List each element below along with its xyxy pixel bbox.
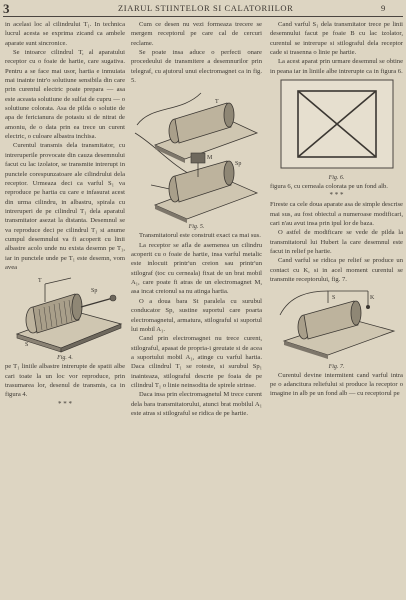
figure-caption: Fig. 5. [188,224,205,231]
figure-4 [5,272,125,362]
svg-text:K: K [370,294,375,301]
figure-7 [270,285,403,371]
paragraph: pe T₁ liniile albastre intrerupte de spatii albe cari toate la un loc vor reproduce, prin trasumarea lor, desenul de transmis, ca in figura 4. [5,363,125,399]
paragraph: Cand varful se ridica pe relief se produce un contact cu K, si in acel moment curentul se transmite receptorului, fig. 7. [270,257,403,284]
column-1 [5,20,125,596]
section-separator: * * * [58,399,72,408]
figure-6 [270,76,403,182]
page-number-left: 3 [3,1,10,16]
page-header [0,2,406,16]
paragraph: figura 6, cu cerneala colorata pe un fond alb. [270,183,388,191]
svg-text:Sp: Sp [91,288,98,295]
figure-5 [131,85,262,231]
paragraph: La receptor se afla de asemenea un cilindru acoperit cu o foaie de hartie, insa varful metalic este inlocuit printr'un creion sau printr'un stilograf (toc cu cerneala) fixat de un brat mobil A₁, care poate fi atras de un electromagnet M, asa incat creionul sa nu atinga hartia. [131,241,262,296]
paragraph: Daca insa prin electromagnetul M trece curent dela bara transmitatorului, atunci brat mobilul A₁ este atras si stilograful se ridica de pe hartie. [131,391,262,417]
paragraph: O a doua bara St paralela cu surubul conducator Sp, sustine suportul care poarta electromagnetul, armatura, stilograful si suportul lui mobil A₁. [131,297,262,333]
paragraph: O astfel de modificare se vede de pilda la transmitatorul lui Hubert la care desemnul este facut in relief pe hartie. [270,229,403,256]
paragraph: in acelasi loc al cilindrului T₁. In technica lucrul acesta se exprima zicand ca ambele aparate sunt sincronice. [5,21,125,47]
paragraph: Se intoarce cilindrul T, al aparatului receptor cu o foaie de hartie, care sugativa. Pentru a se face mai usor, hartia e inmuiata mai inainte intr'o solutiune sensibila din care prin curentul electric poate prepara — asa este aceasta solutiune de sulfat de cupru — o solutiune colorata. Asa de pilda o solutie de apa de fericianura de potasiu si de nitrat de amoniu, de o data prin ea trece un curent electric, o culoare albastra inchisa. [5,49,125,141]
figure-caption: Fig. 6. [328,175,345,182]
paragraph: Cand varful S₁ dela transmitator trece pe linii desemnului facut pe foaie B cu lac izolator, curentul se intrerupe si stilograful dela receptor cade si trasenna o linie pe hartie. [270,21,403,57]
column-3 [270,20,403,596]
drawing-sample-illustration [270,76,403,174]
section-separator: * * * [329,191,344,200]
figure-caption: Fig. 4. [57,355,73,362]
page-number-right: 9 [381,3,386,13]
running-title: ZIARUL STIINTELOR SI CALATORIILOR [118,3,294,13]
svg-text:T: T [38,278,42,285]
paragraph: La acest aparat prin urmare desemnul se obtine in peana iar in liniile albe intrerupte ca in figura 6. [270,58,403,75]
transmitter-apparatus-illustration [5,272,125,354]
figure-caption: Fig. 7. [328,363,345,370]
paragraph: Cum ce desen nu vezi formeaza trecere se mergem receptorul pe care cal de cercuri reclame. [131,21,262,47]
svg-text:T: T [215,99,219,106]
svg-text:S: S [25,342,29,349]
paragraph: Se poate insa aduce o perfecti onare procedeului de transmitere a desemnurilor prin telegraf, cu ajutorul unui electromagnet ca in fig. 5. [131,49,262,85]
header-rule [3,16,403,17]
column-2 [131,20,262,596]
paragraph: Curentul devine intermitent cand varful intra pe o adancitura reliefului si produce la receptor o imagine in alb pe un fond alb — cu receptorul pe [270,371,403,398]
svg-text:M: M [207,155,213,162]
paragraph: Fireste ca cele doua aparate asa de simple descrise mai sus, au fost obiectul a numeroase modificari, cari n'au avut insa prin ipul lor de baza. [270,201,403,228]
paragraph: Transmitatorul este construit exact ca mai sus. [139,232,261,240]
paragraph: Curentul transmis dela transmitator, cu intreruperile provocate din cauza desemnului facut cu lac izolator, se transmite intrerupt in punctele corespunzatoare ale cilindrului dela receptor. Urmeaza deci ca varful S₁ va reproduce pe hartia cu care e infasurat acest din urma cilindru, in albastru, spirala cu intreruperi de pe cilindrul T₁ dela aparatul transmitator asezat la distanta. Desemnul se va reproduce deci pe cilindrul T₁ si anume cumpul desemnului va fi acoperit cu linii albastre acolo unde nu exista desemn pe T₁, iar in punctele unde pe T₁ este desemn, vom avea [5,142,125,271]
paragraph: Cand prin electromagnet nu trece curent, stilograful, apasat de propria-i greutate si de acea a suportului mobil A₁, atinge cu varful hartia. Daca cilindrul T₁ se roteste, si surubul Sp₁ inainteaza, stilograful descrie pe foaia de pe cilindrul T₁ o linie neinsodita de spirele strinse. [131,335,262,389]
electromagnet-apparatus-illustration [131,85,262,223]
svg-text:S: S [332,294,336,301]
svg-text:Sp: Sp [235,161,242,168]
hubert-transmitter-illustration [270,285,403,363]
